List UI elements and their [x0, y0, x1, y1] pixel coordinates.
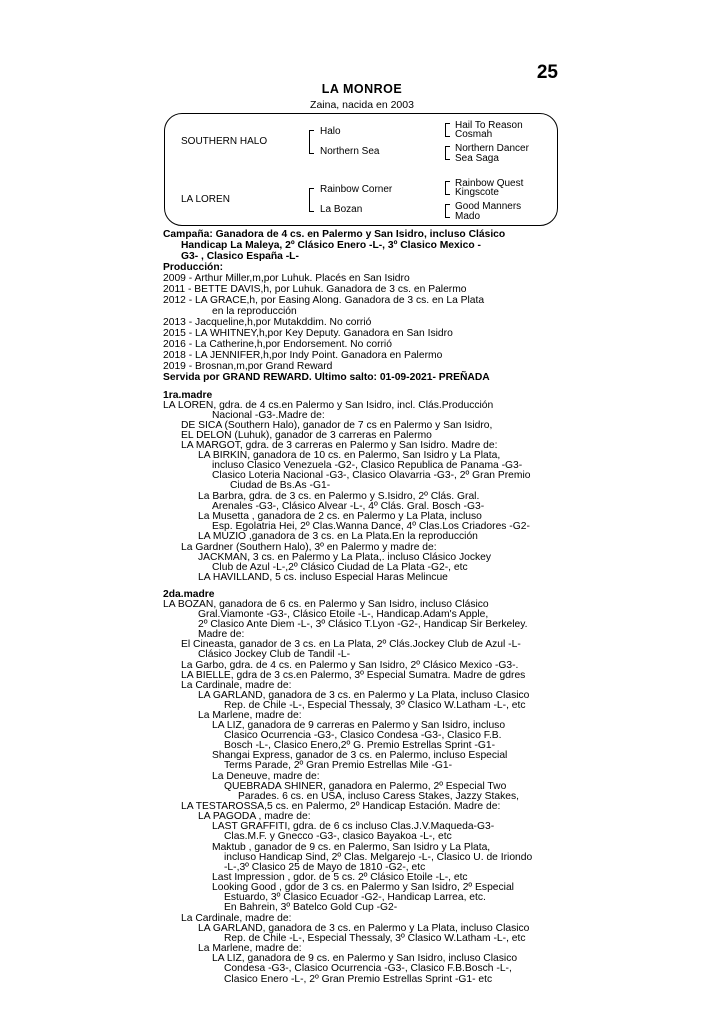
text-line: Gral.Viamonte -G3-, Clásico Etoile -L-, Handicap.Adam's Apple, [198, 609, 489, 620]
text-line: El Cineasta, ganador de 3 cs. en La Plata, 2º Clás.Jockey Club de Azul -L- [181, 639, 521, 650]
text-line: JACKMAN, 3 cs. en Palermo y La Plata,. incluso Clásico Jockey [198, 552, 492, 563]
text-line: DE SICA (Southern Halo), ganador de 7 cs en Palermo y San Isidro, [181, 420, 493, 431]
text-line: LA MUZIO ,ganadora de 3 cs. en La Plata.En la reproducción [198, 531, 478, 542]
text-line: Nacional -G3-.Madre de: [212, 410, 325, 421]
pedigree-box [164, 113, 558, 226]
horse-name-title: LA MONROE [321, 82, 403, 96]
text-line: incluso Clasico Venezuela -G2-, Clasico Republica de Panama -G3- [212, 460, 523, 471]
text-line: La Marlene, madre de: [198, 943, 302, 954]
text-line: Estuardo, 3º Clasico Ecuador -G2-, Handicap Larrea, etc. [224, 892, 486, 903]
text-line: QUEBRADA SHINER, ganadora en Palermo, 2º Especial Two [224, 781, 507, 792]
text-line: Clásico Jockey Club de Tandil -L- [198, 649, 351, 660]
pedigree-sire-sire: Halo [320, 126, 341, 137]
pedigree-dam: LA LOREN [181, 194, 230, 205]
text-line: Last Impression , gdor. de 5 cs. 2º Clásico Etoile -L-, etc [212, 872, 468, 883]
pedigree-sire: SOUTHERN HALO [181, 136, 268, 147]
text-line: 2015 - LA WHITNEY,h,por Key Deputy. Ganadora en San Isidro [163, 328, 453, 339]
text-line: La Musetta , ganadora de 2 cs. en Palermo y La Plata, incluso [198, 511, 482, 522]
pedigree-sire-dam: Northern Sea [320, 146, 380, 157]
text-line: LA BOZAN, ganadora de 6 cs. en Palermo y San Isidro, incluso Clásico [163, 599, 489, 610]
text-line: Bosch -L-, Clasico Enero,2º G. Premio Estrellas Sprint -G1- [224, 740, 495, 751]
text-line: LA LIZ, ganadora de 9 carreras en Palermo y San Isidro, incluso [212, 720, 506, 731]
text-line: Clas.M.F. y Gnecco -G3-, clasico Bayakoa -L-, etc [224, 831, 452, 842]
text-line: Rep. de Chile -L-, Especial Thessaly, 3º Clasico W.Latham -L-, etc [224, 700, 526, 711]
text-line: G3- , Clasico España -L- [181, 251, 299, 262]
text-line: -L-,3º Clasico 25 de Mayo de 1810 -G2-, etc [224, 862, 426, 873]
text-line: Producción: [163, 262, 224, 273]
bracket-dam [309, 188, 314, 212]
text-line: LA HAVILLAND, 5 cs. incluso Especial Haras Melincue [198, 572, 448, 583]
text-line: La Cardinale, madre de: [181, 913, 292, 924]
text-line: 1ra.madre [163, 390, 213, 401]
text-line: LA LIZ, ganadora de 9 cs. en Palermo y San Isidro, incluso Clasico [212, 953, 518, 964]
text-line: Esp. Egolatria Hei, 2º Clas.Wanna Dance, 4º Clas.Los Criadores -G2- [212, 521, 530, 532]
pedigree-g1: Hail To Reason [455, 120, 523, 131]
text-line: LA GARLAND, ganadora de 3 cs. en Palermo y La Plata, incluso Clasico [198, 690, 530, 701]
text-line: 2016 - La Catherine,h,por Endorsement. No corrió [163, 339, 392, 350]
text-line: La Cardinale, madre de: [181, 680, 292, 691]
text-line: 2019 - Brosnan,m,por Grand Reward [163, 361, 333, 372]
page-number: 25 [536, 62, 558, 83]
text-line: Ciudad de Bs.As -G1- [230, 480, 331, 491]
text-line: LAST GRAFFITI, gdra. de 6 cs incluso Clas.J.V.Maqueda-G3- [212, 821, 495, 832]
text-line: Clasico Ocurrencia -G3-, Clasico Condesa -G3-, Clasico F.B. [224, 730, 502, 741]
pedigree-g2: Cosmah [455, 129, 493, 140]
text-line: Maktub , ganador de 9 cs. en Palermo, San Isidro y La Plata, [212, 842, 491, 853]
horse-description: Zaina, nacida en 2003 [310, 99, 414, 111]
text-line: Condesa -G3-, Clasico Ocurrencia -G3-, Clasico F.B.Bosch -L-, [224, 963, 512, 974]
text-line: La Deneuve, madre de: [212, 771, 320, 782]
text-line: LA BIRKIN, ganadora de 10 cs. en Palermo, San Isidro y La Plata, [198, 450, 501, 461]
text-line: Arenales -G3-, Clásico Alvear -L-, 4º Clás. Gral. Bosch -G3- [212, 501, 485, 512]
text-line: Madre de: [198, 629, 245, 640]
text-line: La Barbra, gdra. de 3 cs. en Palermo y S.Isidro, 2º Clás. Gral. [198, 491, 480, 502]
text-line: Rep. de Chile -L-, Especial Thessaly, 3º Clasico W.Latham -L-, etc [224, 933, 526, 944]
text-line: 2013 - Jacqueline,h,por Mutakddim. No corrió [163, 317, 372, 328]
pedigree-g7: Good Manners [455, 201, 522, 212]
text-line: Campaña: Ganadora de 4 cs. en Palermo y San Isidro, incluso Clásico [163, 229, 506, 240]
pedigree-g3: Northern Dancer [455, 143, 529, 154]
bracket-la-bozan [445, 204, 450, 218]
pedigree-g4: Sea Saga [455, 153, 499, 164]
text-line: Servida por GRAND REWARD. Ultimo salto: 01-09-2021- PREÑADA [163, 372, 490, 383]
text-line: 2009 - Arthur Miller,m,por Luhuk. Placés en San Isidro [163, 273, 410, 284]
text-line: 2º Clasico Ante Diem -L-, 3º Clásico T.Lyon -G2-, Handicap Sir Berkeley. [198, 619, 528, 630]
pedigree-dam-sire: Rainbow Corner [320, 184, 393, 195]
text-line: Clasico Enero -L-, 2º Gran Premio Estrellas Sprint -G1- etc [224, 974, 493, 985]
text-line: Shangai Express, ganador de 3 cs. en Palermo, incluso Especial [212, 750, 508, 761]
text-line: LA GARLAND, ganadora de 3 cs. en Palermo y La Plata, incluso Clasico [198, 923, 530, 934]
text-line: LA MARGOT, gdra. de 3 carreras en Palermo y San Isidro. Madre de: [181, 440, 498, 451]
bracket-rainbow-corner [445, 181, 450, 195]
bracket-northern-sea [445, 146, 450, 160]
pedigree-g5: Rainbow Quest [455, 178, 524, 189]
text-line: 2012 - LA GRACE,h, por Easing Along. Ganadora de 3 cs. en La Plata [163, 295, 485, 306]
pedigree-dam-dam: La Bozan [320, 204, 363, 215]
text-line: LA BIELLE, gdra de 3 cs.en Palermo, 3º Especial Sumatra. Madre de gdres [181, 670, 526, 681]
text-line: LA LOREN, gdra. de 4 cs.en Palermo y San Isidro, incl. Clás.Producción [163, 400, 494, 411]
text-line: EL DELON (Luhuk), ganador de 3 carreras en Palermo [181, 430, 432, 441]
text-line: LA TESTAROSSA,5 cs. en Palermo, 2º Handicap Estación. Madre de: [181, 801, 501, 812]
text-line: incluso Handicap Sind, 2º Clas. Melgarejo -L-, Clasico U. de Iriondo [224, 852, 533, 863]
bracket-sire [309, 130, 314, 154]
text-line: 2011 - BETTE DAVIS,h, por Luhuk. Ganadora de 3 cs. en Palermo [163, 284, 467, 295]
text-line: En Bahrein, 3º Batelco Gold Cup -G2- [224, 902, 398, 913]
text-line: Handicap La Maleya, 2º Clásico Enero -L-, 3º Clasico Mexico - [181, 240, 481, 251]
text-line: La Garbo, gdra. de 4 cs. en Palermo y San Isidro, 2º Clásico Mexico -G3-. [181, 660, 519, 671]
pedigree-g6: Kingscote [455, 187, 499, 198]
text-line: 2da.madre [163, 589, 215, 600]
text-line: Parades. 6 cs. en USA, incluso Caress Stakes, Jazzy Stakes, [238, 791, 519, 802]
text-line: 2018 - LA JENNIFER,h,por Indy Point. Ganadora en Palermo [163, 350, 443, 361]
text-line: LA PAGODA , madre de: [198, 811, 311, 822]
text-line: Terms Parade, 2º Gran Premio Estrellas Mile -G1- [224, 760, 453, 771]
text-line: Club de Azul -L-,2º Clásico Ciudad de La Plata -G2-, etc [212, 562, 468, 573]
bracket-halo [445, 123, 450, 137]
text-line: Clasico Loteria Nacional -G3-, Clasico Olavarria -G3-, 2º Gran Premio [212, 470, 531, 481]
pedigree-g8: Mado [455, 211, 481, 222]
text-line: Looking Good , gdor de 3 cs. en Palermo y San Isidro, 2º Especial [212, 882, 514, 893]
text-line: en la reproducción [212, 306, 297, 317]
text-line: La Gardner (Southern Halo), 3º en Palermo y madre de: [181, 542, 437, 553]
text-line: La Marlene, madre de: [198, 710, 302, 721]
